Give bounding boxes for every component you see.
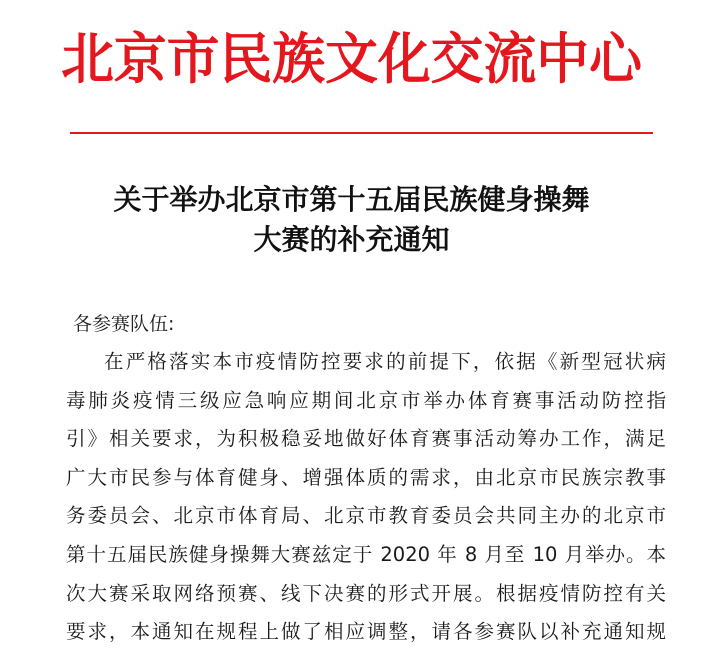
document-title-line-1: 关于举办北京市第十五届民族健身操舞: [113, 183, 590, 216]
organization-header: 北京市民族文化交流中心: [61, 27, 642, 91]
body-line: 引》相关要求，为积极稳妥地做好体育赛事活动筹办工作，满足: [66, 427, 666, 451]
body-line: 广大市民参与体育健身、增强体质的需求，由北京市民族宗教事: [66, 465, 666, 489]
body-line: 在严格落实本市疫情防控要求的前提下，依据《新型冠状病: [104, 350, 666, 373]
header-divider-line: [70, 132, 653, 134]
body-line: 次大赛采取网络预赛、线下决赛的形式开展。根据疫情防控有关: [66, 581, 666, 605]
document-title-line-2: 大赛的补充通知: [253, 223, 450, 256]
salutation: 各参赛队伍:: [73, 313, 175, 335]
body-line: 毒肺炎疫情三级应急响应期间北京市举办体育赛事活动防控指: [66, 388, 666, 412]
body-paragraph: [66, 343, 666, 652]
document-title: [0, 180, 703, 260]
body-line: 务委员会、北京市体育局、北京市教育委员会共同主办的北京市: [66, 504, 666, 528]
body-line: 要求，本通知在规程上做了相应调整，请各参赛队以补充通知规: [66, 620, 666, 644]
body-line: 第十五届民族健身操舞大赛兹定于 2020 年 8 月至 10 月举办。本: [66, 542, 666, 566]
